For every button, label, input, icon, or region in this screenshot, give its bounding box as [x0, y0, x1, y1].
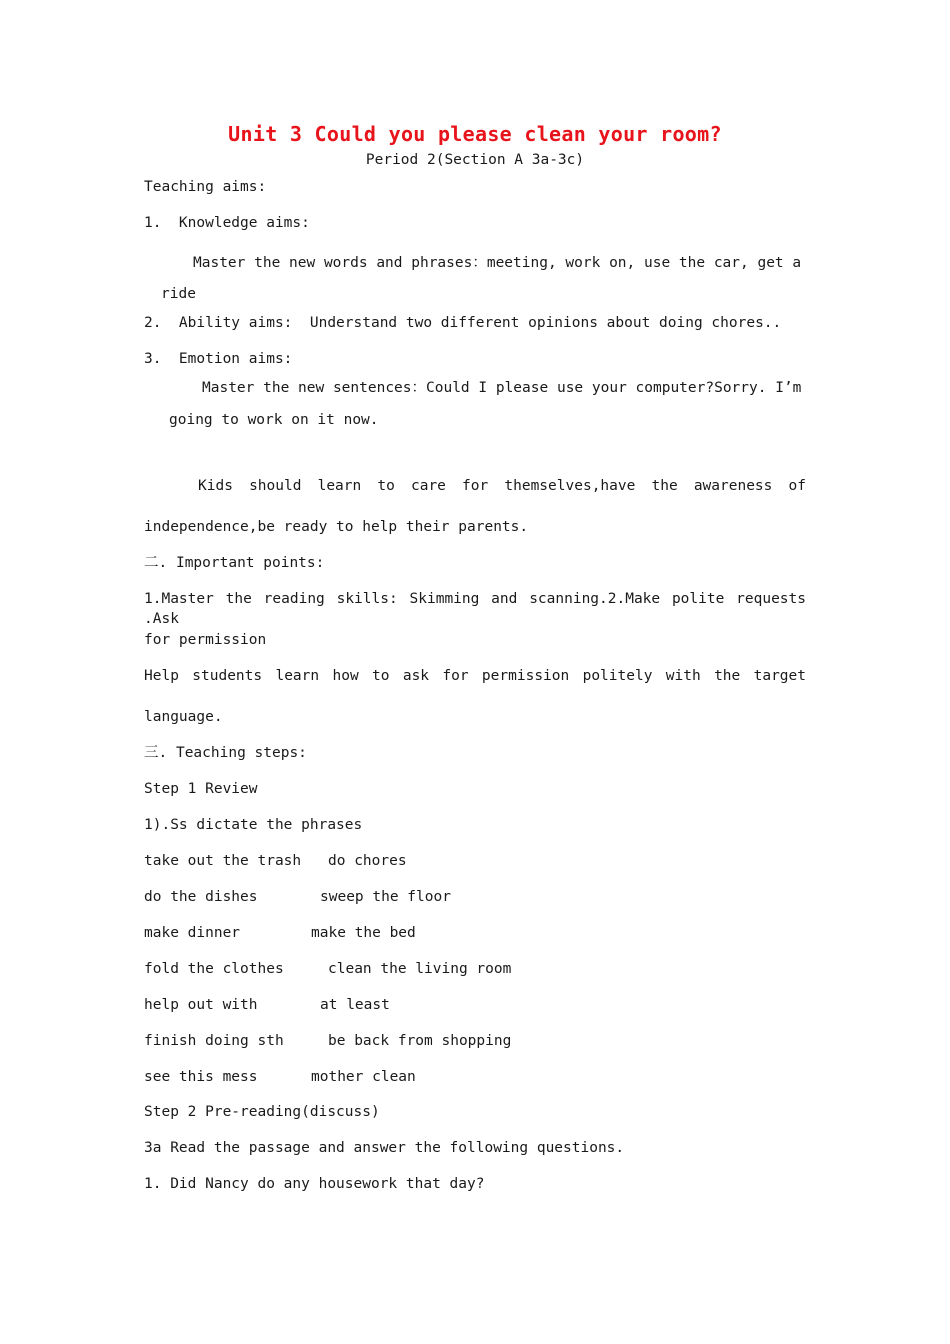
emotion-aims-line-1: Master the new sentences：Could I please use your computer?Sorry. I’m [202, 380, 802, 396]
knowledge-aims-heading: 1. Knowledge aims: [144, 215, 310, 231]
kids-paragraph-line-1: Kids should learn to care for themselves,have the awareness of [198, 478, 806, 494]
important-points-heading: 二. Important points: [144, 555, 325, 571]
important-points-line-1: 1.Master the reading skills: Skimming and scanning.2.Make polite requests .Ask [144, 591, 806, 627]
page-title: Unit 3 Could you please clean your room? [228, 122, 722, 146]
step-2-instruction: 3a Read the passage and answer the following questions. [144, 1140, 625, 1156]
phrase-left: fold the clothes [144, 961, 284, 977]
phrase-left: help out with [144, 997, 258, 1013]
phrase-left: finish doing sth [144, 1033, 284, 1049]
teaching-aims-heading: Teaching aims: [144, 179, 267, 195]
important-points-line-3: Help students learn how to ask for permission politely with the target [144, 668, 806, 684]
ability-aims-heading: 2. Ability aims: Understand two different opinions about doing chores.. [144, 315, 782, 331]
important-points-line-2: for permission [144, 632, 267, 648]
page-subtitle: Period 2(Section A 3a-3c) [365, 152, 585, 168]
knowledge-aims-line-2: ride [161, 286, 196, 302]
emotion-aims-heading: 3. Emotion aims: [144, 351, 293, 367]
phrase-right: be back from shopping [328, 1033, 512, 1049]
phrase-right: clean the living room [328, 961, 512, 977]
step-1-subheading: 1).Ss dictate the phrases [144, 817, 363, 833]
phrase-right: do chores [328, 853, 407, 869]
phrase-left: do the dishes [144, 889, 258, 905]
important-points-line-4: language. [144, 709, 223, 725]
emotion-aims-line-2: going to work on it now. [169, 412, 379, 428]
phrase-right: make the bed [311, 925, 416, 941]
phrase-right: mother clean [311, 1069, 416, 1085]
kids-paragraph-line-2: independence,be ready to help their parents. [144, 519, 529, 535]
question-1: 1. Did Nancy do any housework that day? [144, 1176, 485, 1192]
teaching-steps-heading: 三. Teaching steps: [144, 745, 307, 761]
phrase-left: make dinner [144, 925, 241, 941]
knowledge-aims-line-1: Master the new words and phrases：meeting, work on, use the car, get a [193, 255, 802, 271]
phrase-right: sweep the floor [320, 889, 451, 905]
phrase-right: at least [320, 997, 390, 1013]
phrase-left: take out the trash [144, 853, 302, 869]
step-1-heading: Step 1 Review [144, 781, 258, 797]
phrase-left: see this mess [144, 1069, 258, 1085]
step-2-heading: Step 2 Pre-reading(discuss) [144, 1104, 380, 1120]
